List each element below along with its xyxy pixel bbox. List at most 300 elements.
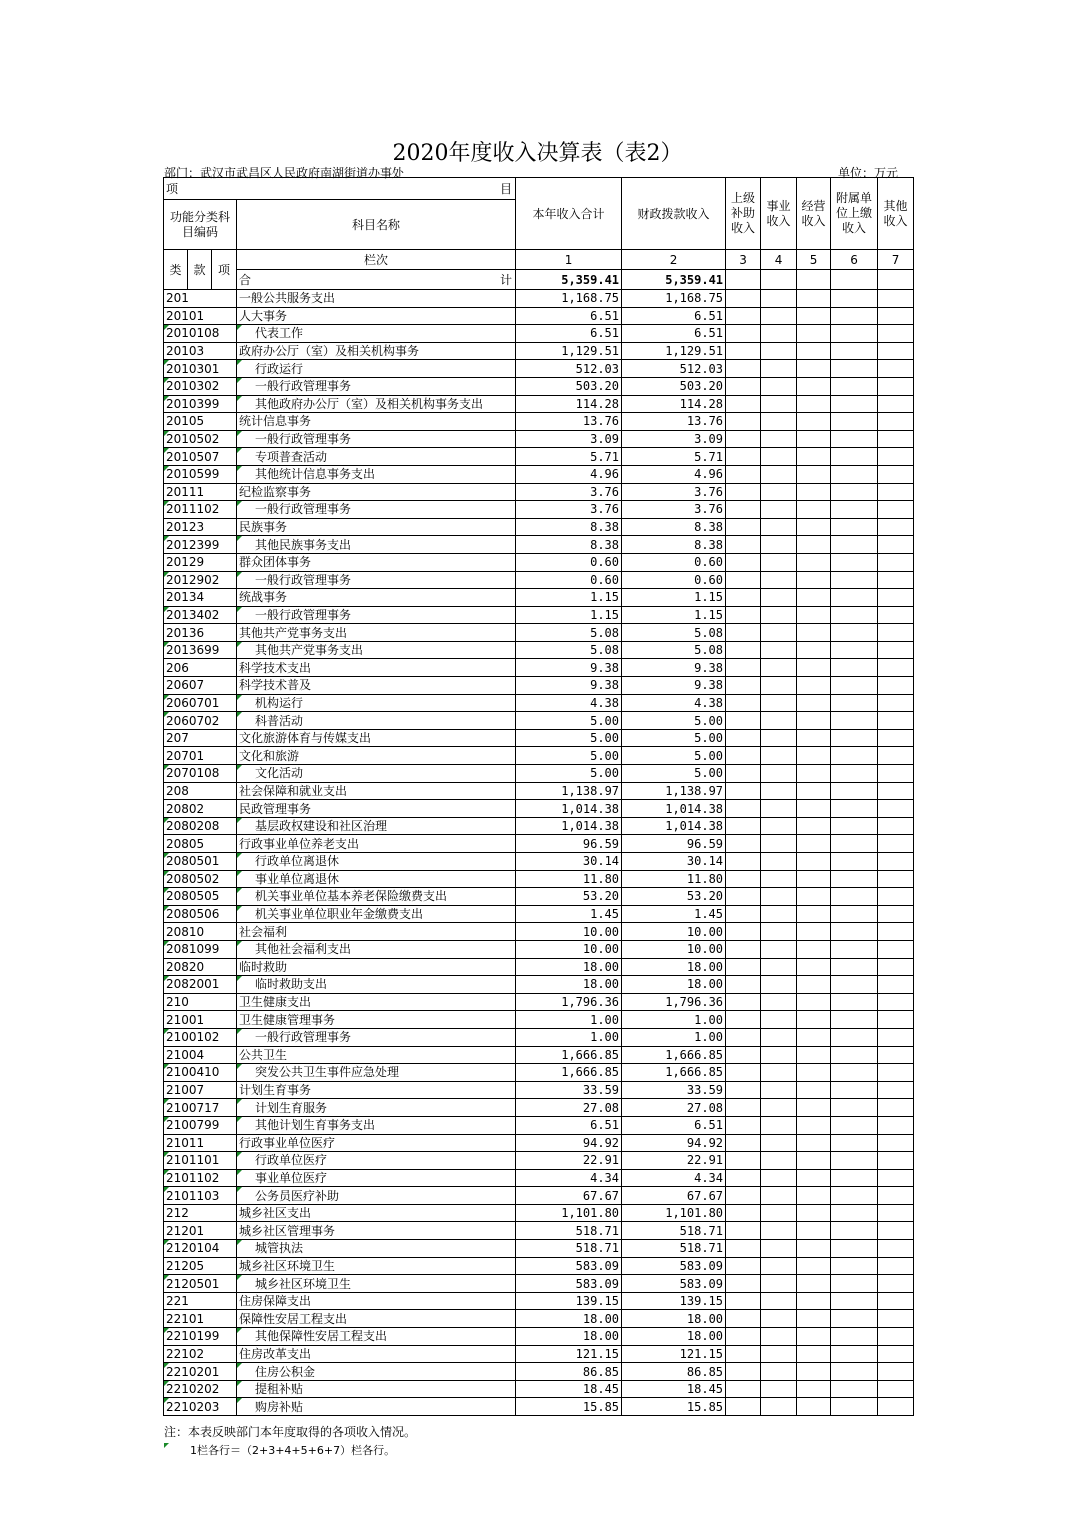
header-col-superior: 上级补助收入 (726, 178, 761, 250)
cell-marker (164, 1363, 169, 1368)
row-fiscal: 1.15 (622, 589, 726, 607)
row-other (878, 606, 914, 624)
row-code (164, 1011, 237, 1029)
row-fiscal: 114.28 (622, 395, 726, 413)
row-fiscal: 5.08 (622, 624, 726, 642)
row-fiscal: 583.09 (622, 1275, 726, 1293)
table-row (164, 518, 914, 536)
row-business (761, 1081, 797, 1099)
row-subject-name (237, 1398, 516, 1416)
row-superior (726, 817, 761, 835)
row-business (761, 395, 797, 413)
table-row (164, 624, 914, 642)
row-operation (797, 1257, 831, 1275)
row-operation (797, 553, 831, 571)
row-subject-text: 行政单位离退休 (255, 854, 340, 869)
row-other (878, 1134, 914, 1152)
row-subject-text: 人大事务 (239, 308, 288, 323)
row-business (761, 677, 797, 695)
row-subject-text: 城乡社区环境卫生 (255, 1276, 352, 1291)
row-fiscal: 1.45 (622, 905, 726, 923)
row-subject-text: 文化旅游体育与传媒支出 (239, 731, 372, 746)
row-affiliate (831, 1328, 878, 1346)
table-row (164, 888, 914, 906)
row-code-text: 2012399 (166, 537, 220, 552)
row-affiliate (831, 729, 878, 747)
row-operation (797, 1363, 831, 1381)
row-subject-text: 统战事务 (239, 590, 288, 605)
row-total: 1.45 (516, 905, 622, 923)
row-operation (797, 729, 831, 747)
row-business (761, 1187, 797, 1205)
row-code (164, 501, 237, 519)
row-superior (726, 589, 761, 607)
row-total: 1,014.38 (516, 800, 622, 818)
row-fiscal: 1,168.75 (622, 290, 726, 308)
row-code-text: 2011102 (166, 502, 220, 517)
row-subject-text: 基层政权建设和社区治理 (255, 819, 388, 834)
row-subject-text: 一般行政管理事务 (255, 502, 352, 517)
row-superior (726, 413, 761, 431)
row-code (164, 1345, 237, 1363)
row-subject-text: 住房保障支出 (239, 1294, 312, 1309)
row-other (878, 870, 914, 888)
row-operation (797, 923, 831, 941)
row-business (761, 360, 797, 378)
table-row (164, 342, 914, 360)
row-total: 4.34 (516, 1169, 622, 1187)
row-subject-text: 一般行政管理事务 (255, 572, 352, 587)
row-business (761, 1240, 797, 1258)
row-operation (797, 307, 831, 325)
row-subject-text: 一般行政管理事务 (255, 379, 352, 394)
row-fiscal: 583.09 (622, 1257, 726, 1275)
row-subject-name (237, 1028, 516, 1046)
row-total: 1,168.75 (516, 290, 622, 308)
row-code (164, 290, 237, 308)
row-affiliate (831, 1046, 878, 1064)
table-row (164, 870, 914, 888)
row-other (878, 923, 914, 941)
row-fiscal: 6.51 (622, 307, 726, 325)
col-num-6: 6 (831, 250, 878, 270)
row-fiscal: 518.71 (622, 1222, 726, 1240)
row-affiliate (831, 853, 878, 871)
table-row (164, 325, 914, 343)
row-superior (726, 1081, 761, 1099)
row-code (164, 624, 237, 642)
row-subject-name (237, 342, 516, 360)
row-other (878, 853, 914, 871)
row-business (761, 571, 797, 589)
table-row (164, 765, 914, 783)
row-superior (726, 518, 761, 536)
row-business (761, 870, 797, 888)
row-subject-text: 一般行政管理事务 (255, 1030, 352, 1045)
row-subject-name (237, 465, 516, 483)
row-subject-text: 文化活动 (255, 766, 304, 781)
row-subject-text: 群众团体事务 (239, 555, 312, 570)
cell-marker (237, 607, 242, 612)
header-lanci: 栏次 (237, 250, 516, 270)
row-code (164, 1028, 237, 1046)
row-business (761, 1257, 797, 1275)
cell-marker (237, 536, 242, 541)
row-subject-text: 计划生育事务 (239, 1083, 312, 1098)
row-business (761, 1011, 797, 1029)
row-subject-name (237, 1328, 516, 1346)
row-other (878, 483, 914, 501)
row-subject-name (237, 1310, 516, 1328)
table-row (164, 430, 914, 448)
row-code-text: 2101102 (166, 1170, 220, 1185)
row-business (761, 624, 797, 642)
row-business (761, 712, 797, 730)
row-code-text: 21007 (166, 1083, 205, 1098)
row-affiliate (831, 817, 878, 835)
row-code (164, 1310, 237, 1328)
row-superior (726, 729, 761, 747)
row-superior (726, 1398, 761, 1416)
row-subject-text: 事业单位离退休 (255, 871, 340, 886)
col-num-5: 5 (797, 250, 831, 270)
row-subject-text: 其他保障性安居工程支出 (255, 1329, 388, 1344)
row-affiliate (831, 430, 878, 448)
row-operation (797, 747, 831, 765)
row-business (761, 641, 797, 659)
row-code (164, 1222, 237, 1240)
row-subject-name (237, 870, 516, 888)
row-subject-name (237, 694, 516, 712)
row-fiscal: 6.51 (622, 325, 726, 343)
row-code (164, 571, 237, 589)
row-subject-name (237, 1099, 516, 1117)
row-total: 1,014.38 (516, 817, 622, 835)
row-operation (797, 659, 831, 677)
row-operation (797, 1380, 831, 1398)
row-business (761, 800, 797, 818)
row-subject-text: 一般行政管理事务 (255, 432, 352, 447)
row-subject-name (237, 1204, 516, 1222)
row-code (164, 1187, 237, 1205)
table-row (164, 694, 914, 712)
row-code (164, 1099, 237, 1117)
row-code (164, 888, 237, 906)
row-fiscal: 1.00 (622, 1011, 726, 1029)
row-other (878, 905, 914, 923)
row-superior (726, 1380, 761, 1398)
row-other (878, 1328, 914, 1346)
row-superior (726, 976, 761, 994)
row-code (164, 835, 237, 853)
row-fiscal: 10.00 (622, 940, 726, 958)
row-operation (797, 940, 831, 958)
row-subject-text: 统计信息事务 (239, 414, 312, 429)
row-subject-text: 其他民族事务支出 (255, 537, 352, 552)
row-business (761, 958, 797, 976)
table-row (164, 940, 914, 958)
row-superior (726, 993, 761, 1011)
row-other (878, 747, 914, 765)
row-code (164, 817, 237, 835)
row-code (164, 360, 237, 378)
row-code (164, 1134, 237, 1152)
row-other (878, 835, 914, 853)
row-business (761, 765, 797, 783)
row-superior (726, 923, 761, 941)
row-affiliate (831, 1187, 878, 1205)
row-fiscal: 18.00 (622, 958, 726, 976)
row-subject-text: 代表工作 (255, 326, 304, 341)
row-affiliate (831, 1099, 878, 1117)
row-subject-name (237, 1292, 516, 1310)
header-subject-name: 科目名称 (237, 200, 516, 250)
row-fiscal: 4.96 (622, 465, 726, 483)
table-row (164, 1345, 914, 1363)
row-code-text: 2210202 (166, 1382, 220, 1397)
row-subject-text: 专项普查活动 (255, 449, 328, 464)
row-superior (726, 694, 761, 712)
row-other (878, 694, 914, 712)
row-code-text: 21205 (166, 1258, 205, 1273)
table-row (164, 1169, 914, 1187)
row-fiscal: 5.00 (622, 765, 726, 783)
row-superior (726, 1275, 761, 1293)
row-subject-name (237, 1380, 516, 1398)
row-other (878, 1081, 914, 1099)
table-row (164, 1380, 914, 1398)
row-operation (797, 377, 831, 395)
row-subject-text: 临时救助支出 (255, 977, 328, 992)
table-row (164, 483, 914, 501)
row-affiliate (831, 694, 878, 712)
row-subject-text: 其他共产党事务支出 (239, 625, 348, 640)
row-business (761, 993, 797, 1011)
row-code-text: 2012902 (166, 572, 220, 587)
table-row (164, 1240, 914, 1258)
table-row (164, 729, 914, 747)
row-subject-name (237, 1134, 516, 1152)
row-code-text: 201 (166, 291, 189, 306)
row-total: 13.76 (516, 413, 622, 431)
row-subject-text: 纪检监察事务 (239, 484, 312, 499)
row-subject-text: 民族事务 (239, 520, 288, 535)
cell-marker (237, 1099, 242, 1104)
cell-marker (164, 501, 169, 506)
row-operation (797, 606, 831, 624)
row-fiscal: 1,666.85 (622, 1064, 726, 1082)
row-subject-text: 科普活动 (255, 713, 304, 728)
row-total: 33.59 (516, 1081, 622, 1099)
row-business (761, 325, 797, 343)
row-code (164, 395, 237, 413)
row-affiliate (831, 448, 878, 466)
cell-marker (164, 607, 169, 612)
total-he: 合 (239, 272, 252, 287)
row-subject-name (237, 976, 516, 994)
header-col-total: 本年收入合计 (516, 178, 622, 250)
row-other (878, 1204, 914, 1222)
row-code-text: 20134 (166, 590, 205, 605)
row-other (878, 1257, 914, 1275)
row-affiliate (831, 1204, 878, 1222)
row-subject-text: 住房公积金 (255, 1364, 316, 1379)
row-fiscal: 8.38 (622, 518, 726, 536)
row-subject-text: 文化和旅游 (239, 748, 300, 763)
row-code (164, 377, 237, 395)
row-superior (726, 536, 761, 554)
row-business (761, 659, 797, 677)
row-total: 512.03 (516, 360, 622, 378)
row-superior (726, 571, 761, 589)
row-operation (797, 1310, 831, 1328)
row-total: 1,666.85 (516, 1064, 622, 1082)
row-code (164, 1240, 237, 1258)
row-operation (797, 1204, 831, 1222)
row-code (164, 325, 237, 343)
cell-marker (237, 1240, 242, 1245)
row-subject-text: 民政管理事务 (239, 801, 312, 816)
row-affiliate (831, 1363, 878, 1381)
row-business (761, 888, 797, 906)
row-total: 5.08 (516, 641, 622, 659)
col-num-3: 3 (726, 250, 761, 270)
row-code (164, 307, 237, 325)
row-total: 53.20 (516, 888, 622, 906)
row-code (164, 782, 237, 800)
row-code-text: 2210199 (166, 1329, 220, 1344)
row-total: 30.14 (516, 853, 622, 871)
row-fiscal: 86.85 (622, 1363, 726, 1381)
cell-marker (164, 396, 169, 401)
row-fiscal: 11.80 (622, 870, 726, 888)
row-code-text: 2100717 (166, 1100, 220, 1115)
row-affiliate (831, 553, 878, 571)
row-code (164, 1081, 237, 1099)
row-affiliate (831, 360, 878, 378)
row-code (164, 1169, 237, 1187)
row-fiscal: 5.00 (622, 729, 726, 747)
row-fiscal: 27.08 (622, 1099, 726, 1117)
row-operation (797, 800, 831, 818)
total-label (237, 270, 516, 290)
row-code (164, 413, 237, 431)
row-total: 3.09 (516, 430, 622, 448)
cell-marker (237, 1381, 242, 1386)
row-code-text: 207 (166, 731, 189, 746)
row-superior (726, 641, 761, 659)
row-business (761, 1046, 797, 1064)
row-operation (797, 325, 831, 343)
row-code (164, 853, 237, 871)
row-other (878, 1152, 914, 1170)
row-code-text: 2010599 (166, 467, 220, 482)
row-total: 18.45 (516, 1380, 622, 1398)
row-superior (726, 624, 761, 642)
row-fiscal: 18.00 (622, 1310, 726, 1328)
row-code (164, 1152, 237, 1170)
row-business (761, 853, 797, 871)
row-business (761, 1310, 797, 1328)
row-code (164, 1064, 237, 1082)
row-superior (726, 1116, 761, 1134)
table-row (164, 641, 914, 659)
row-subject-name (237, 712, 516, 730)
row-affiliate (831, 606, 878, 624)
row-other (878, 1064, 914, 1082)
row-code (164, 940, 237, 958)
row-superior (726, 958, 761, 976)
cell-marker (237, 941, 242, 946)
row-subject-name (237, 1064, 516, 1082)
cell-marker (237, 1152, 242, 1157)
row-code (164, 536, 237, 554)
row-superior (726, 1292, 761, 1310)
row-total: 1,796.36 (516, 993, 622, 1011)
row-superior (726, 1328, 761, 1346)
row-fiscal: 1,014.38 (622, 800, 726, 818)
row-subject-name (237, 800, 516, 818)
row-code-text: 2100102 (166, 1030, 220, 1045)
row-code (164, 1046, 237, 1064)
row-code-text: 2080505 (166, 889, 220, 904)
row-code-text: 2010502 (166, 432, 220, 447)
row-subject-name (237, 1081, 516, 1099)
row-superior (726, 448, 761, 466)
cell-marker (164, 853, 169, 858)
row-other (878, 465, 914, 483)
row-subject-text: 突发公共卫生事件应急处理 (255, 1065, 400, 1080)
row-subject-name (237, 1011, 516, 1029)
row-subject-text: 提租补贴 (255, 1382, 304, 1397)
row-total: 8.38 (516, 518, 622, 536)
row-other (878, 1310, 914, 1328)
cell-marker (237, 1328, 242, 1333)
row-other (878, 1169, 914, 1187)
cell-marker (164, 642, 169, 647)
row-total: 1.00 (516, 1028, 622, 1046)
row-total: 5.08 (516, 624, 622, 642)
row-business (761, 976, 797, 994)
row-affiliate (831, 1292, 878, 1310)
row-other (878, 413, 914, 431)
row-operation (797, 1345, 831, 1363)
row-superior (726, 765, 761, 783)
table-row (164, 448, 914, 466)
row-fiscal: 18.00 (622, 976, 726, 994)
row-total: 18.00 (516, 1310, 622, 1328)
cell-marker (237, 1064, 242, 1069)
cell-marker (164, 448, 169, 453)
row-other (878, 976, 914, 994)
row-total: 5.00 (516, 729, 622, 747)
row-affiliate (831, 677, 878, 695)
row-operation (797, 817, 831, 835)
row-fiscal: 0.60 (622, 571, 726, 589)
row-code-text: 2013402 (166, 607, 220, 622)
row-affiliate (831, 1222, 878, 1240)
row-code-text: 22101 (166, 1311, 205, 1326)
row-affiliate (831, 1240, 878, 1258)
row-fiscal: 503.20 (622, 377, 726, 395)
row-other (878, 501, 914, 519)
row-other (878, 677, 914, 695)
row-other (878, 571, 914, 589)
row-superior (726, 1204, 761, 1222)
row-subject-text: 购房补贴 (255, 1399, 304, 1414)
row-subject-text: 行政单位医疗 (255, 1153, 328, 1168)
row-total: 96.59 (516, 835, 622, 853)
